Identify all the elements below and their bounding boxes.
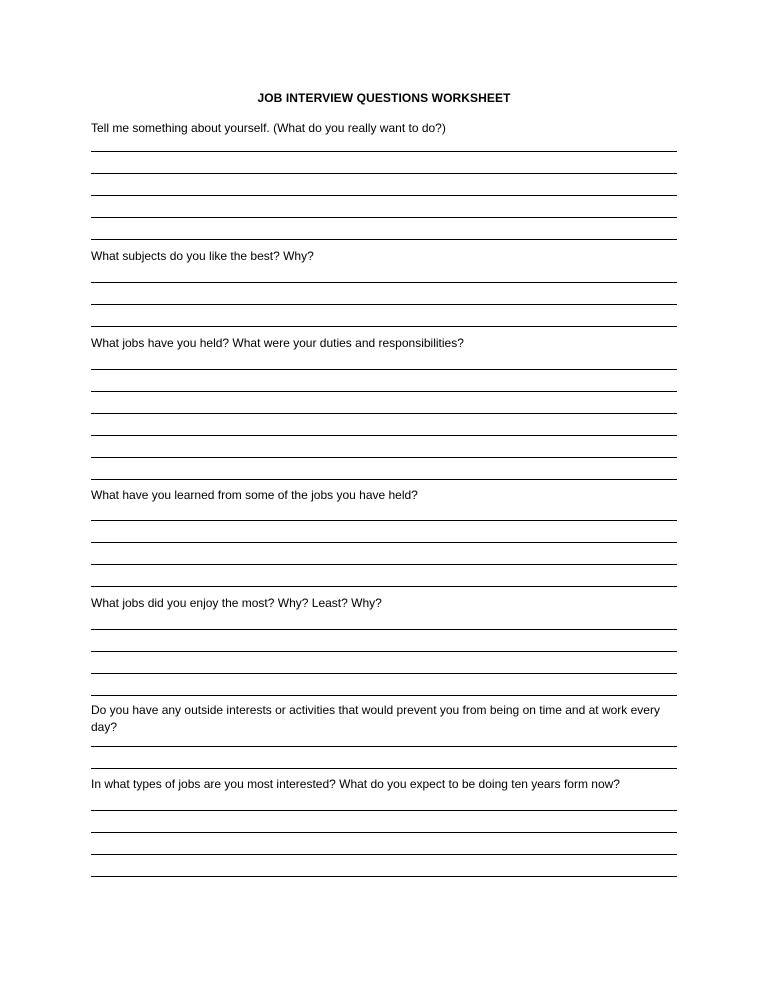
answer-line[interactable] [91, 876, 677, 877]
answer-line[interactable] [91, 151, 677, 152]
answer-line[interactable] [91, 854, 677, 855]
answer-line[interactable] [91, 810, 677, 811]
answer-line[interactable] [91, 217, 677, 218]
answer-line[interactable] [91, 457, 677, 458]
answer-line[interactable] [91, 629, 677, 630]
worksheet-title: JOB INTERVIEW QUESTIONS WORKSHEET [257, 91, 511, 105]
answer-line[interactable] [91, 391, 677, 392]
answer-line[interactable] [91, 520, 677, 521]
question-7: In what types of jobs are you most interested? What do you expect to be doing ten years form now? [91, 777, 620, 791]
answer-line[interactable] [91, 413, 677, 414]
answer-line[interactable] [91, 832, 677, 833]
answer-line[interactable] [91, 479, 677, 480]
answer-line[interactable] [91, 564, 677, 565]
answer-line[interactable] [91, 195, 677, 196]
answer-line[interactable] [91, 173, 677, 174]
answer-line[interactable] [91, 369, 677, 370]
answer-line[interactable] [91, 651, 677, 652]
question-3: What jobs have you held? What were your duties and responsibilities? [91, 336, 464, 350]
question-6: Do you have any outside interests or activities that would prevent you from being on time and at work every day? [91, 703, 660, 734]
question-1: Tell me something about yourself. (What do you really want to do?) [91, 121, 446, 135]
answer-line[interactable] [91, 304, 677, 305]
answer-line[interactable] [91, 695, 677, 696]
question-2: What subjects do you like the best? Why? [91, 249, 314, 263]
answer-line[interactable] [91, 673, 677, 674]
answer-line[interactable] [91, 435, 677, 436]
question-5: What jobs did you enjoy the most? Why? Least? Why? [91, 596, 382, 610]
question-4: What have you learned from some of the jobs you have held? [91, 488, 418, 502]
answer-line[interactable] [91, 239, 677, 240]
answer-line[interactable] [91, 746, 677, 747]
answer-line[interactable] [91, 326, 677, 327]
answer-line[interactable] [91, 282, 677, 283]
answer-line[interactable] [91, 586, 677, 587]
answer-line[interactable] [91, 768, 677, 769]
answer-line[interactable] [91, 542, 677, 543]
